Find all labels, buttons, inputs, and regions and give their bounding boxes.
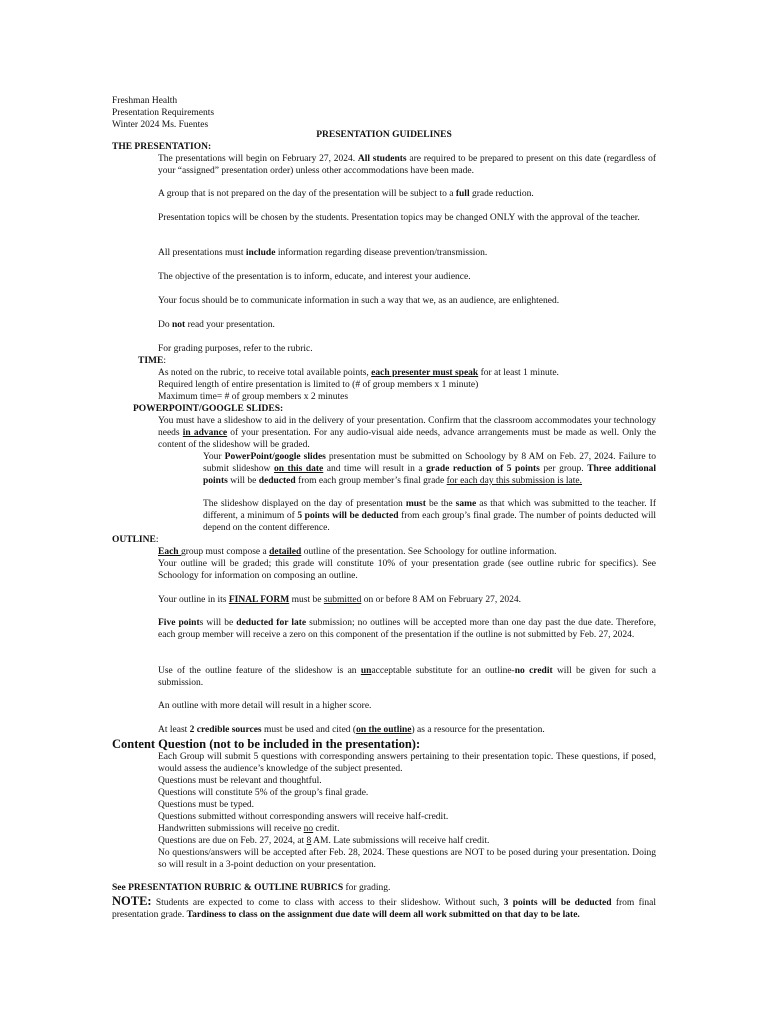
rubric-reference: See PRESENTATION RUBRIC & OUTLINE RUBRICS for grading. xyxy=(112,883,391,893)
content-line: Handwritten submissions will receive no credit. xyxy=(158,824,340,834)
page-title: PRESENTATION GUIDELINES xyxy=(316,130,452,140)
presentation-paragraph: A group that is not prepared on the day of the presentation will be subject to a full grade reduction. xyxy=(158,189,534,199)
section-heading-presentation: THE PRESENTATION: xyxy=(112,142,212,152)
outline-paragraph: Use of the outline feature of the slideshow is an unacceptable substitute for an outline-no credit will be given for such a submission. xyxy=(158,666,656,688)
content-paragraph: Each Group will submit 5 questions with corresponding answers pertaining to their presentation topic. These questions, if posed, would assess the audience’s knowledge of the subject presented. xyxy=(158,752,656,774)
outline-paragraph: Your outline will be graded; this grade will constitute 10% of your presentation grade (see outline rubric for specifics). See Schoology for information on composing an outline. xyxy=(158,559,656,581)
presentation-paragraph: The objective of the presentation is to inform, educate, and interest your audience. xyxy=(158,272,471,282)
term-teacher: Winter 2024 Ms. Fuentes xyxy=(112,120,209,130)
time-line: Required length of entire presentation is limited to (# of group members x 1 minute) xyxy=(158,380,479,390)
time-line: As noted on the rubric, to receive total available points, each presenter must speak for at least 1 minute. xyxy=(158,368,559,378)
outline-paragraph: Your outline in its FINAL FORM must be submitted on or before 8 AM on February 27, 2024. xyxy=(158,595,521,605)
course-name: Freshman Health xyxy=(112,96,178,106)
content-paragraph: No questions/answers will be accepted after Feb. 28, 2024. These questions are NOT to be posed during your presentation. Doing so will result in a 3-point deduction on your presentation. xyxy=(158,848,656,870)
slides-paragraph: You must have a slideshow to aid in the delivery of your presentation. Confirm that the classroom accommodates your technology needs in advance of your presentation. For any audio-visual aide needs, advance arrangements must be made as well. Only the content of the slideshow will be graded. xyxy=(158,416,656,450)
presentation-paragraph: The presentations will begin on February 27, 2024. All students are required to be prepared to present on this date (regardless of your “assigned” presentation order) unless other accommodations have been made. xyxy=(158,154,656,176)
outline-paragraph: Five points will be deducted for late submission; no outlines will be accepted more than one day past the due date. Therefore, each group member will receive a zero on this component of the presentation if the outline is not submitted by Feb. 27, 2024. xyxy=(158,618,656,640)
section-heading-slides: POWERPOINT/GOOGLE SLIDES: xyxy=(133,404,284,414)
section-heading-content-question: Content Question (not to be included in the presentation): xyxy=(112,737,421,751)
document-subtitle: Presentation Requirements xyxy=(112,108,215,118)
presentation-paragraph: All presentations must include information regarding disease prevention/transmission. xyxy=(158,248,488,258)
outline-paragraph: An outline with more detail will result in a higher score. xyxy=(158,701,372,711)
outline-paragraph: Each group must compose a detailed outline of the presentation. See Schoology for outline information. xyxy=(158,547,557,557)
time-line: Maximum time= # of group members x 2 minutes xyxy=(158,392,349,402)
content-line: Questions must be relevant and thoughtful. xyxy=(158,776,322,786)
presentation-paragraph: For grading purposes, refer to the rubric. xyxy=(158,344,313,354)
content-line: Questions are due on Feb. 27, 2024, at 8 AM. Late submissions will receive half credit. xyxy=(158,836,490,846)
presentation-paragraph: Do not read your presentation. xyxy=(158,320,275,330)
content-line: Questions must be typed. xyxy=(158,800,255,810)
outline-paragraph: At least 2 credible sources must be used and cited (on the outline) as a resource for the presentation. xyxy=(158,725,545,735)
presentation-paragraph: Your focus should be to communicate information in such a way that we, as an audience, are enlightened. xyxy=(158,296,560,306)
content-line: Questions submitted without corresponding answers will receive half-credit. xyxy=(158,812,449,822)
slides-paragraph: Your PowerPoint/google slides presentation must be submitted on Schoology by 8 AM on Feb. 27, 2024. Failure to submit slideshow on this date and time will result in a grade reduction of 5 points per group. Three additional points will be deducted from each group member’s final grade for each day this submission is late. xyxy=(203,452,657,486)
section-heading-outline: OUTLINE: xyxy=(112,535,159,545)
section-heading-time: TIME: xyxy=(138,356,166,366)
note-paragraph: NOTE: Students are expected to come to class with access to their slideshow. Without such, 3 points will be deducted from final presentation grade. Tardiness to class on the assignment due date will deem all work submitted on that day to be late. xyxy=(112,894,656,920)
presentation-paragraph: Presentation topics will be chosen by the students. Presentation topics may be changed ONLY with the approval of the teacher. xyxy=(158,213,640,223)
slides-paragraph: The slideshow displayed on the day of presentation must be the same as that which was submitted to the teacher. If different, a minimum of 5 points will be deducted from each group’s final grade. The number of points deducted will depend on the content difference. xyxy=(203,499,657,533)
content-line: Questions will constitute 5% of the group’s final grade. xyxy=(158,788,369,798)
